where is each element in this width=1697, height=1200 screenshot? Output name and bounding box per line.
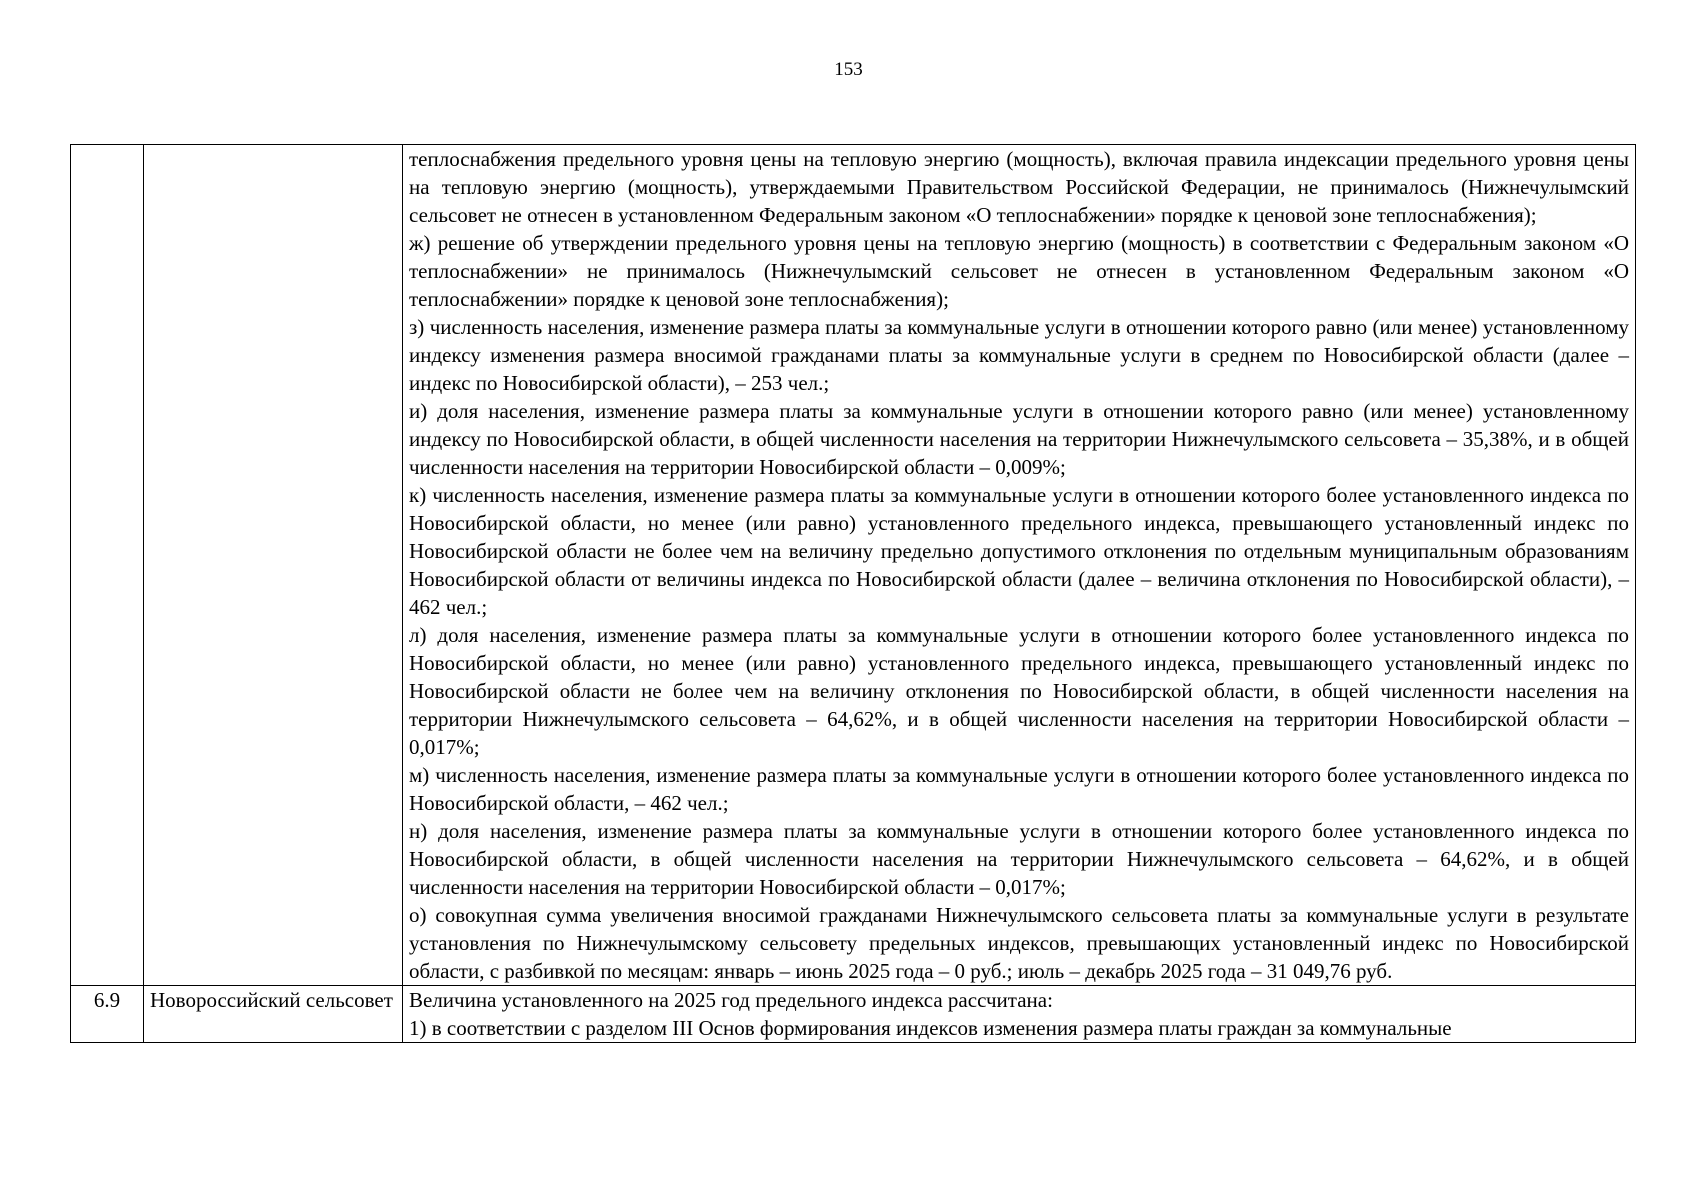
municipality-name-cell xyxy=(144,145,403,986)
description-cell xyxy=(403,145,1636,986)
paragraph: Величина установленного на 2025 год предельного индекса рассчитана: xyxy=(409,988,1053,1012)
document-table xyxy=(70,144,1636,1043)
description-cell xyxy=(403,986,1636,1043)
paragraph: з) численность населения, изменение размера платы за коммунальные услуги в отношении которого равно (или менее) установленному индексу изменения размера вносимой гражданами платы за коммунальные услуги в среднем по Новосибирской области (далее – индекс по Новосибирской области), – 253 чел.; xyxy=(409,315,1629,395)
paragraph: и) доля населения, изменение размера платы за коммунальные услуги в отношении которого равно (или менее) установленному индексу по Новосибирской области, в общей численности населения на территории Нижнечулымского сельсовета – 35,38%, и в общей численности населения на территории Новосибирской области – 0,009%; xyxy=(409,399,1629,479)
paragraph: ж) решение об утверждении предельного уровня цены на тепловую энергию (мощность) в соответствии с Федеральным законом «О теплоснабжении» не принималось (Нижнечулымский сельсовет не отнесен в установленном Федеральным законом «О теплоснабжении» порядке к ценовой зоне теплоснабжения); xyxy=(409,231,1629,311)
page-number: 153 xyxy=(834,59,863,80)
table-row xyxy=(71,986,1636,1043)
paragraph: о) совокупная сумма увеличения вносимой гражданами Нижнечулымского сельсовета платы за коммунальные услуги в результате установления по Нижнечулымскому сельсовету предельных индексов, превышающих установленный индекс по Новосибирской области, с разбивкой по месяцам: январь – июнь 2025 года – 0 руб.; июль – декабрь 2025 года – 31 049,76 руб. xyxy=(409,903,1629,983)
paragraph: 1) в соответствии с разделом III Основ формирования индексов изменения размера платы граждан за коммунальные xyxy=(409,1016,1452,1040)
row-number-cell xyxy=(71,145,144,986)
paragraph: м) численность населения, изменение размера платы за коммунальные услуги в отношении которого более установленного индекса по Новосибирской области, – 462 чел.; xyxy=(409,763,1629,815)
table-row xyxy=(71,145,1636,986)
row-number-cell: 6.9 xyxy=(71,986,144,1043)
municipality-name-cell: Новороссийский сельсовет xyxy=(144,986,403,1043)
paragraph: н) доля населения, изменение размера платы за коммунальные услуги в отношении которого более установленного индекса по Новосибирской области, в общей численности населения на территории Нижнечулымского сельсовета – 64,62%, и в общей численности населения на территории Новосибирской области – 0,017%; xyxy=(409,819,1629,899)
paragraph: теплоснабжения предельного уровня цены на тепловую энергию (мощность), включая правила индексации предельного уровня цены на тепловую энергию (мощность), утверждаемыми Правительством Российской Федерации, не принималось (Нижнечулымский сельсовет не отнесен в установленном Федеральным законом «О теплоснабжении» порядке к ценовой зоне теплоснабжения); xyxy=(409,147,1629,227)
paragraph: к) численность населения, изменение размера платы за коммунальные услуги в отношении которого более установленного индекса по Новосибирской области, но менее (или равно) установленного предельного индекса, превышающего установленный индекс по Новосибирской области не более чем на величину предельно допустимого отклонения по отдельным муниципальным образованиям Новосибирской области от величины индекса по Новосибирской области (далее – величина отклонения по Новосибирской области), – 462 чел.; xyxy=(409,483,1629,619)
paragraph: л) доля населения, изменение размера платы за коммунальные услуги в отношении которого более установленного индекса по Новосибирской области, но менее (или равно) установленного предельного индекса, превышающего установленный индекс по Новосибирской области не более чем на величину отклонения по Новосибирской области, в общей численности населения на территории Нижнечулымского сельсовета – 64,62%, и в общей численности населения на территории Новосибирской области – 0,017%; xyxy=(409,623,1629,759)
